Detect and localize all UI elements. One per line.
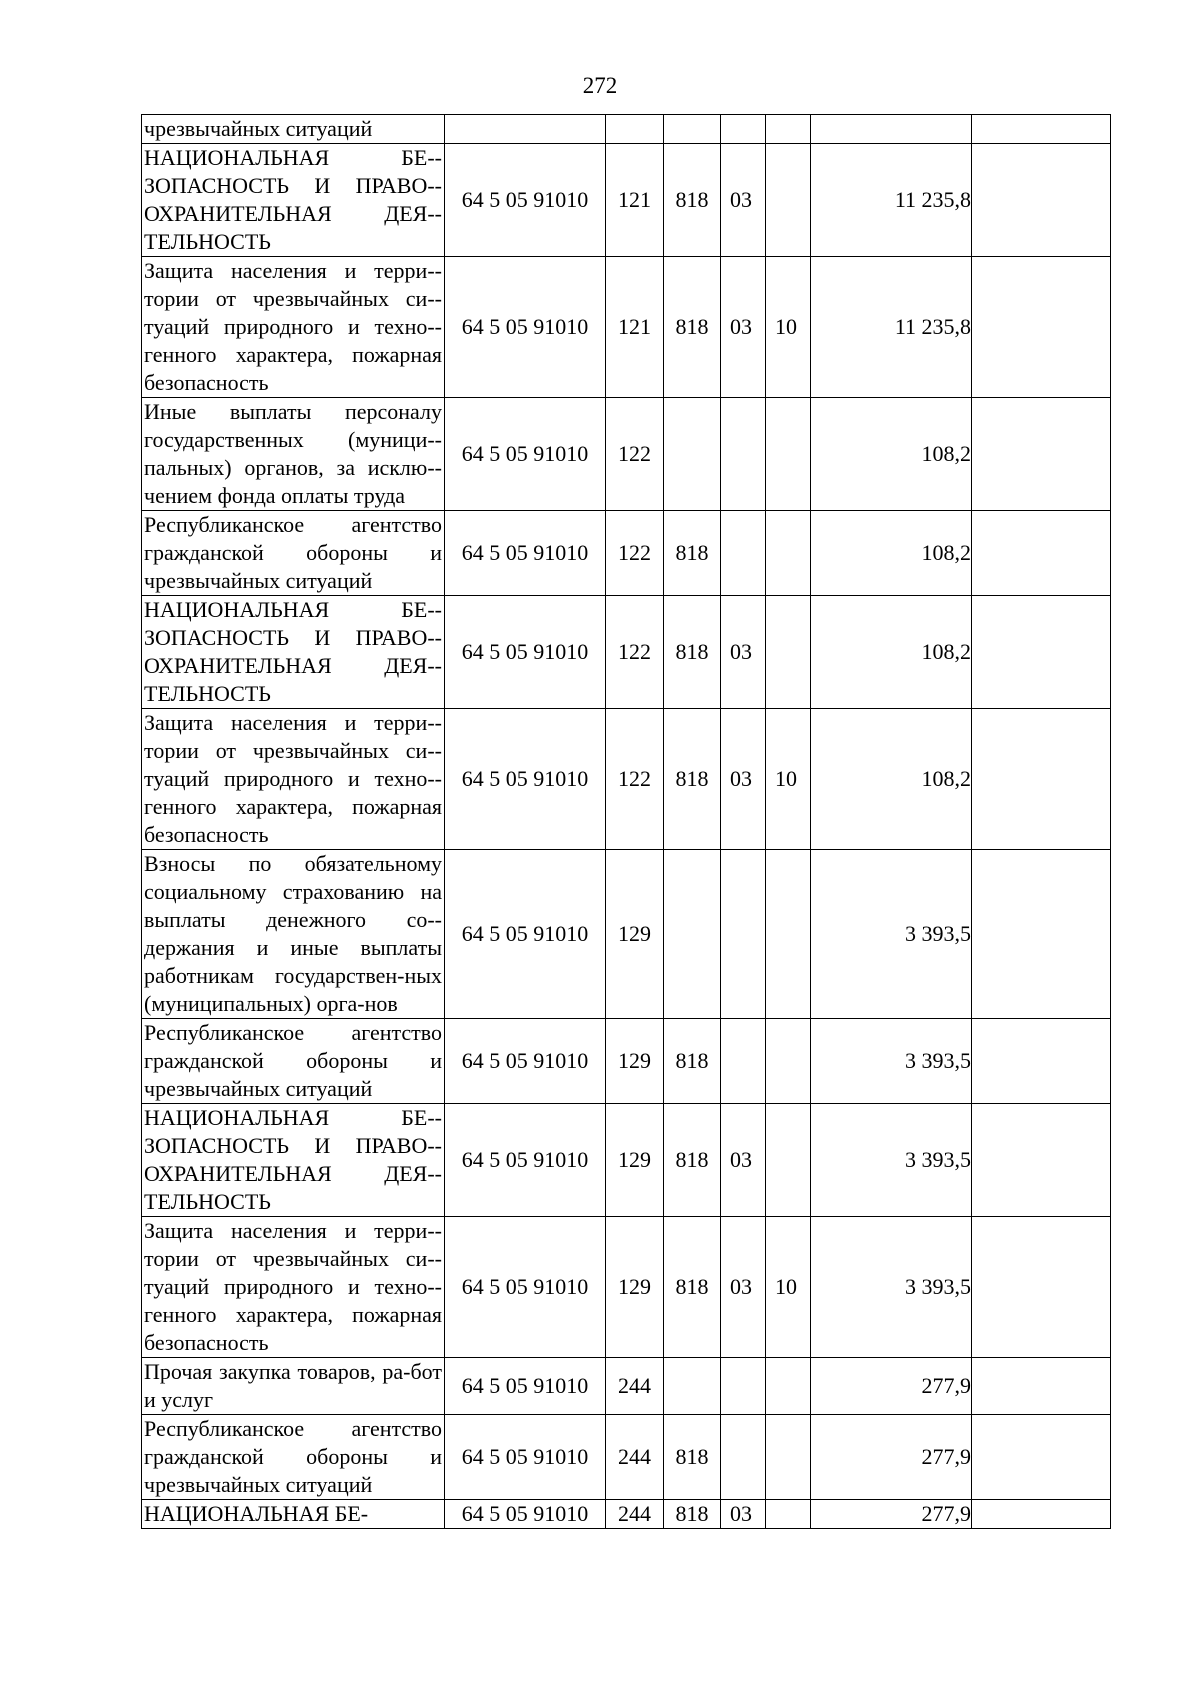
administrator-code-cell: 818 — [664, 1019, 721, 1104]
administrator-code-cell: 818 — [664, 1415, 721, 1500]
target-article-cell: 64 5 05 91010 — [445, 1415, 606, 1500]
extra-column-cell — [972, 511, 1111, 596]
table-row — [142, 1358, 1111, 1415]
section-cell: 03 — [721, 1104, 766, 1217]
expense-type-cell: 129 — [606, 1217, 664, 1358]
extra-column-cell — [972, 1415, 1111, 1500]
target-article-cell: 64 5 05 91010 — [445, 257, 606, 398]
target-article-cell: 64 5 05 91010 — [445, 1217, 606, 1358]
row-name-cell: Республиканское агентство гражданской обороны и чрезвычайных ситуаций — [142, 511, 445, 596]
table-row — [142, 144, 1111, 257]
extra-column-cell — [972, 398, 1111, 511]
table-row — [142, 1104, 1111, 1217]
row-name-cell: Защита населения и терри-тории от чрезвычайных си-туаций природного и техно-генного характера, пожарная безопасность — [142, 257, 445, 398]
row-name-cell: Республиканское агентство гражданской обороны и чрезвычайных ситуаций — [142, 1019, 445, 1104]
expense-type-cell: 122 — [606, 511, 664, 596]
table-row — [142, 115, 1111, 144]
extra-column-cell — [972, 850, 1111, 1019]
expense-type-cell: 122 — [606, 709, 664, 850]
subsection-cell — [766, 1019, 811, 1104]
section-cell — [721, 115, 766, 144]
table-row — [142, 596, 1111, 709]
subsection-cell — [766, 1104, 811, 1217]
target-article-cell: 64 5 05 91010 — [445, 1104, 606, 1217]
subsection-cell: 10 — [766, 1217, 811, 1358]
row-name-cell: НАЦИОНАЛЬНАЯ БЕ-ЗОПАСНОСТЬ И ПРАВО-ОХРАНИТЕЛЬНАЯ ДЕЯ-ТЕЛЬНОСТЬ — [142, 144, 445, 257]
amount-cell: 277,9 — [811, 1500, 972, 1529]
subsection-cell: 10 — [766, 709, 811, 850]
extra-column-cell — [972, 709, 1111, 850]
target-article-cell: 64 5 05 91010 — [445, 709, 606, 850]
amount-cell: 108,2 — [811, 511, 972, 596]
target-article-cell — [445, 115, 606, 144]
expense-type-cell: 121 — [606, 257, 664, 398]
expense-type-cell: 129 — [606, 1019, 664, 1104]
table-row — [142, 850, 1111, 1019]
extra-column-cell — [972, 1019, 1111, 1104]
extra-column-cell — [972, 1104, 1111, 1217]
expense-type-cell: 244 — [606, 1358, 664, 1415]
extra-column-cell — [972, 257, 1111, 398]
target-article-cell: 64 5 05 91010 — [445, 1500, 606, 1529]
expense-type-cell: 121 — [606, 144, 664, 257]
table-row — [142, 709, 1111, 850]
target-article-cell: 64 5 05 91010 — [445, 596, 606, 709]
row-name-cell: НАЦИОНАЛЬНАЯ БЕ- — [142, 1500, 445, 1529]
administrator-code-cell — [664, 850, 721, 1019]
expense-type-cell: 129 — [606, 850, 664, 1019]
amount-cell: 108,2 — [811, 398, 972, 511]
table-row — [142, 1217, 1111, 1358]
table-row — [142, 257, 1111, 398]
section-cell — [721, 1019, 766, 1104]
extra-column-cell — [972, 1500, 1111, 1529]
subsection-cell — [766, 144, 811, 257]
administrator-code-cell: 818 — [664, 709, 721, 850]
table-body — [142, 115, 1111, 1529]
subsection-cell — [766, 1358, 811, 1415]
expense-type-cell: 244 — [606, 1500, 664, 1529]
extra-column-cell — [972, 1358, 1111, 1415]
target-article-cell: 64 5 05 91010 — [445, 850, 606, 1019]
amount-cell: 3 393,5 — [811, 1019, 972, 1104]
administrator-code-cell: 818 — [664, 596, 721, 709]
expense-type-cell: 122 — [606, 398, 664, 511]
extra-column-cell — [972, 1217, 1111, 1358]
section-cell — [721, 850, 766, 1019]
section-cell: 03 — [721, 596, 766, 709]
row-name-cell: Защита населения и терри-тории от чрезвычайных си-туаций природного и техно-генного характера, пожарная безопасность — [142, 1217, 445, 1358]
amount-cell: 3 393,5 — [811, 1104, 972, 1217]
row-name-cell: Республиканское агентство гражданской обороны и чрезвычайных ситуаций — [142, 1415, 445, 1500]
administrator-code-cell: 818 — [664, 1104, 721, 1217]
target-article-cell: 64 5 05 91010 — [445, 1019, 606, 1104]
table-row — [142, 511, 1111, 596]
target-article-cell: 64 5 05 91010 — [445, 511, 606, 596]
administrator-code-cell — [664, 1358, 721, 1415]
administrator-code-cell: 818 — [664, 511, 721, 596]
amount-cell: 277,9 — [811, 1358, 972, 1415]
subsection-cell — [766, 1500, 811, 1529]
target-article-cell: 64 5 05 91010 — [445, 144, 606, 257]
amount-cell: 108,2 — [811, 596, 972, 709]
section-cell: 03 — [721, 144, 766, 257]
section-cell: 03 — [721, 257, 766, 398]
row-name-cell: Защита населения и терри-тории от чрезвычайных си-туаций природного и техно-генного характера, пожарная безопасность — [142, 709, 445, 850]
extra-column-cell — [972, 596, 1111, 709]
subsection-cell — [766, 596, 811, 709]
subsection-cell — [766, 511, 811, 596]
row-name-cell: чрезвычайных ситуаций — [142, 115, 445, 144]
amount-cell: 11 235,8 — [811, 257, 972, 398]
administrator-code-cell: 818 — [664, 257, 721, 398]
administrator-code-cell: 818 — [664, 1500, 721, 1529]
amount-cell — [811, 115, 972, 144]
expense-type-cell — [606, 115, 664, 144]
row-name-cell: Прочая закупка товаров, ра-бот и услуг — [142, 1358, 445, 1415]
amount-cell: 3 393,5 — [811, 1217, 972, 1358]
amount-cell: 108,2 — [811, 709, 972, 850]
row-name-cell: Взносы по обязательному социальному страхованию на выплаты денежного со-держания и иные выплаты работникам государствен-ных (муниципальных) орга-нов — [142, 850, 445, 1019]
table-row — [142, 1415, 1111, 1500]
row-name-cell: НАЦИОНАЛЬНАЯ БЕ-ЗОПАСНОСТЬ И ПРАВО-ОХРАНИТЕЛЬНАЯ ДЕЯ-ТЕЛЬНОСТЬ — [142, 596, 445, 709]
subsection-cell: 10 — [766, 257, 811, 398]
row-name-cell: Иные выплаты персоналу государственных (муници-пальных) органов, за исклю-чением фонда оплаты труда — [142, 398, 445, 511]
section-cell: 03 — [721, 1500, 766, 1529]
administrator-code-cell: 818 — [664, 1217, 721, 1358]
administrator-code-cell — [664, 115, 721, 144]
section-cell: 03 — [721, 709, 766, 850]
expense-type-cell: 122 — [606, 596, 664, 709]
table-row — [142, 398, 1111, 511]
page-number: 272 — [582, 73, 618, 98]
amount-cell: 11 235,8 — [811, 144, 972, 257]
subsection-cell — [766, 850, 811, 1019]
extra-column-cell — [972, 115, 1111, 144]
target-article-cell: 64 5 05 91010 — [445, 398, 606, 511]
amount-cell: 277,9 — [811, 1415, 972, 1500]
table-row — [142, 1500, 1111, 1529]
section-cell — [721, 398, 766, 511]
expense-type-cell: 129 — [606, 1104, 664, 1217]
section-cell — [721, 511, 766, 596]
target-article-cell: 64 5 05 91010 — [445, 1358, 606, 1415]
expense-type-cell: 244 — [606, 1415, 664, 1500]
subsection-cell — [766, 115, 811, 144]
subsection-cell — [766, 1415, 811, 1500]
row-name-cell: НАЦИОНАЛЬНАЯ БЕ-ЗОПАСНОСТЬ И ПРАВО-ОХРАНИТЕЛЬНАЯ ДЕЯ-ТЕЛЬНОСТЬ — [142, 1104, 445, 1217]
section-cell: 03 — [721, 1217, 766, 1358]
extra-column-cell — [972, 144, 1111, 257]
administrator-code-cell: 818 — [664, 144, 721, 257]
administrator-code-cell — [664, 398, 721, 511]
section-cell — [721, 1358, 766, 1415]
amount-cell: 3 393,5 — [811, 850, 972, 1019]
section-cell — [721, 1415, 766, 1500]
budget-table — [141, 114, 1111, 1529]
subsection-cell — [766, 398, 811, 511]
table-row — [142, 1019, 1111, 1104]
